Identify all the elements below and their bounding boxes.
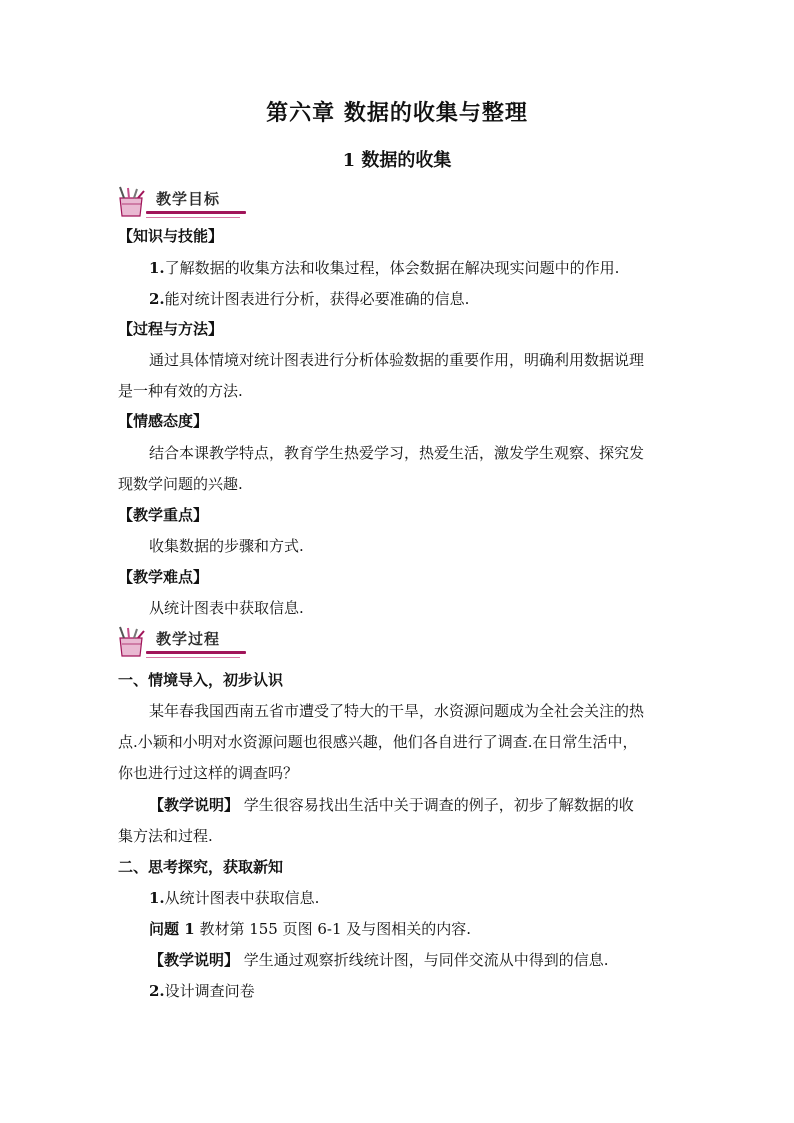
knowledge-heading: 【知识与技能】 [118,227,224,245]
step-2 [149,981,255,1001]
section-underline [146,651,246,654]
method-line-1: 通过具体情境对统计图表进行分析体验数据的重要作用，明确利用数据说理 [149,351,645,369]
difficult-heading: 【教学难点】 [118,568,209,586]
question-1 [149,919,471,939]
method-line-2: 是一种有效的方法. [118,382,243,400]
item-text: 设计调查问卷 [164,982,255,1000]
key-text: 收集数据的步骤和方式. [149,537,304,555]
item-number: 2. [149,982,165,1000]
note-text: 学生通过观察折线统计图，与同伴交流从中得到的信息. [239,951,609,969]
section-header-goals [116,186,246,218]
emotion-heading: 【情感态度】 [118,412,209,430]
part1-note-line-2: 集方法和过程. [118,827,213,845]
section-underline [146,211,246,214]
section-underline-thin [146,657,240,658]
question-text: 教材第 155 页图 6-1 及与图相关的内容. [194,920,472,938]
emotion-line-2: 现数学问题的兴趣. [118,475,243,493]
part1-note-line-1 [149,795,634,815]
knowledge-item-2 [149,289,469,309]
note-text: 学生很容易找出生活中关于调查的例子，初步了解数据的收 [239,796,634,814]
part1-line-2: 点.小颖和小明对水资源问题也很感兴趣，他们各自进行了调查.在日常生活中， [118,733,638,751]
part2-note [149,950,609,970]
step-1 [149,888,319,908]
section-header-process [116,626,246,658]
section-underline-thin [146,217,240,218]
note-label: 【教学说明】 [149,796,240,814]
pencil-cup-icon [116,626,150,658]
part2-heading: 二、思考探究，获取新知 [118,858,284,876]
key-heading: 【教学重点】 [118,506,209,524]
part1-line-3: 你也进行过这样的调查吗？ [118,764,299,782]
pencil-cup-icon [116,186,150,218]
item-number: 1. [149,889,165,907]
item-text: 了解数据的收集方法和收集过程，体会数据在解决现实问题中的作用. [164,259,620,277]
part1-line-1: 某年春我国西南五省市遭受了特大的干旱，水资源问题成为全社会关注的热 [149,702,645,720]
emotion-line-1: 结合本课教学特点，教育学生热爱学习，热爱生活，激发学生观察、探究发 [149,444,645,462]
item-number: 2. [149,290,165,308]
method-heading: 【过程与方法】 [118,320,224,338]
chapter-title: 第六章 数据的收集与整理 [266,100,528,126]
note-label: 【教学说明】 [149,951,240,969]
section-label: 教学目标 [156,190,221,208]
knowledge-item-1 [149,258,619,278]
item-number: 1. [149,259,165,277]
question-label: 问题 1 [149,920,195,938]
item-text: 从统计图表中获取信息. [164,889,320,907]
part1-heading: 一、情境导入，初步认识 [118,671,284,689]
lesson-title: 1 数据的收集 [342,150,452,171]
section-label: 教学过程 [156,630,221,648]
item-text: 能对统计图表进行分析，获得必要准确的信息. [164,290,470,308]
difficult-text: 从统计图表中获取信息. [149,599,304,617]
